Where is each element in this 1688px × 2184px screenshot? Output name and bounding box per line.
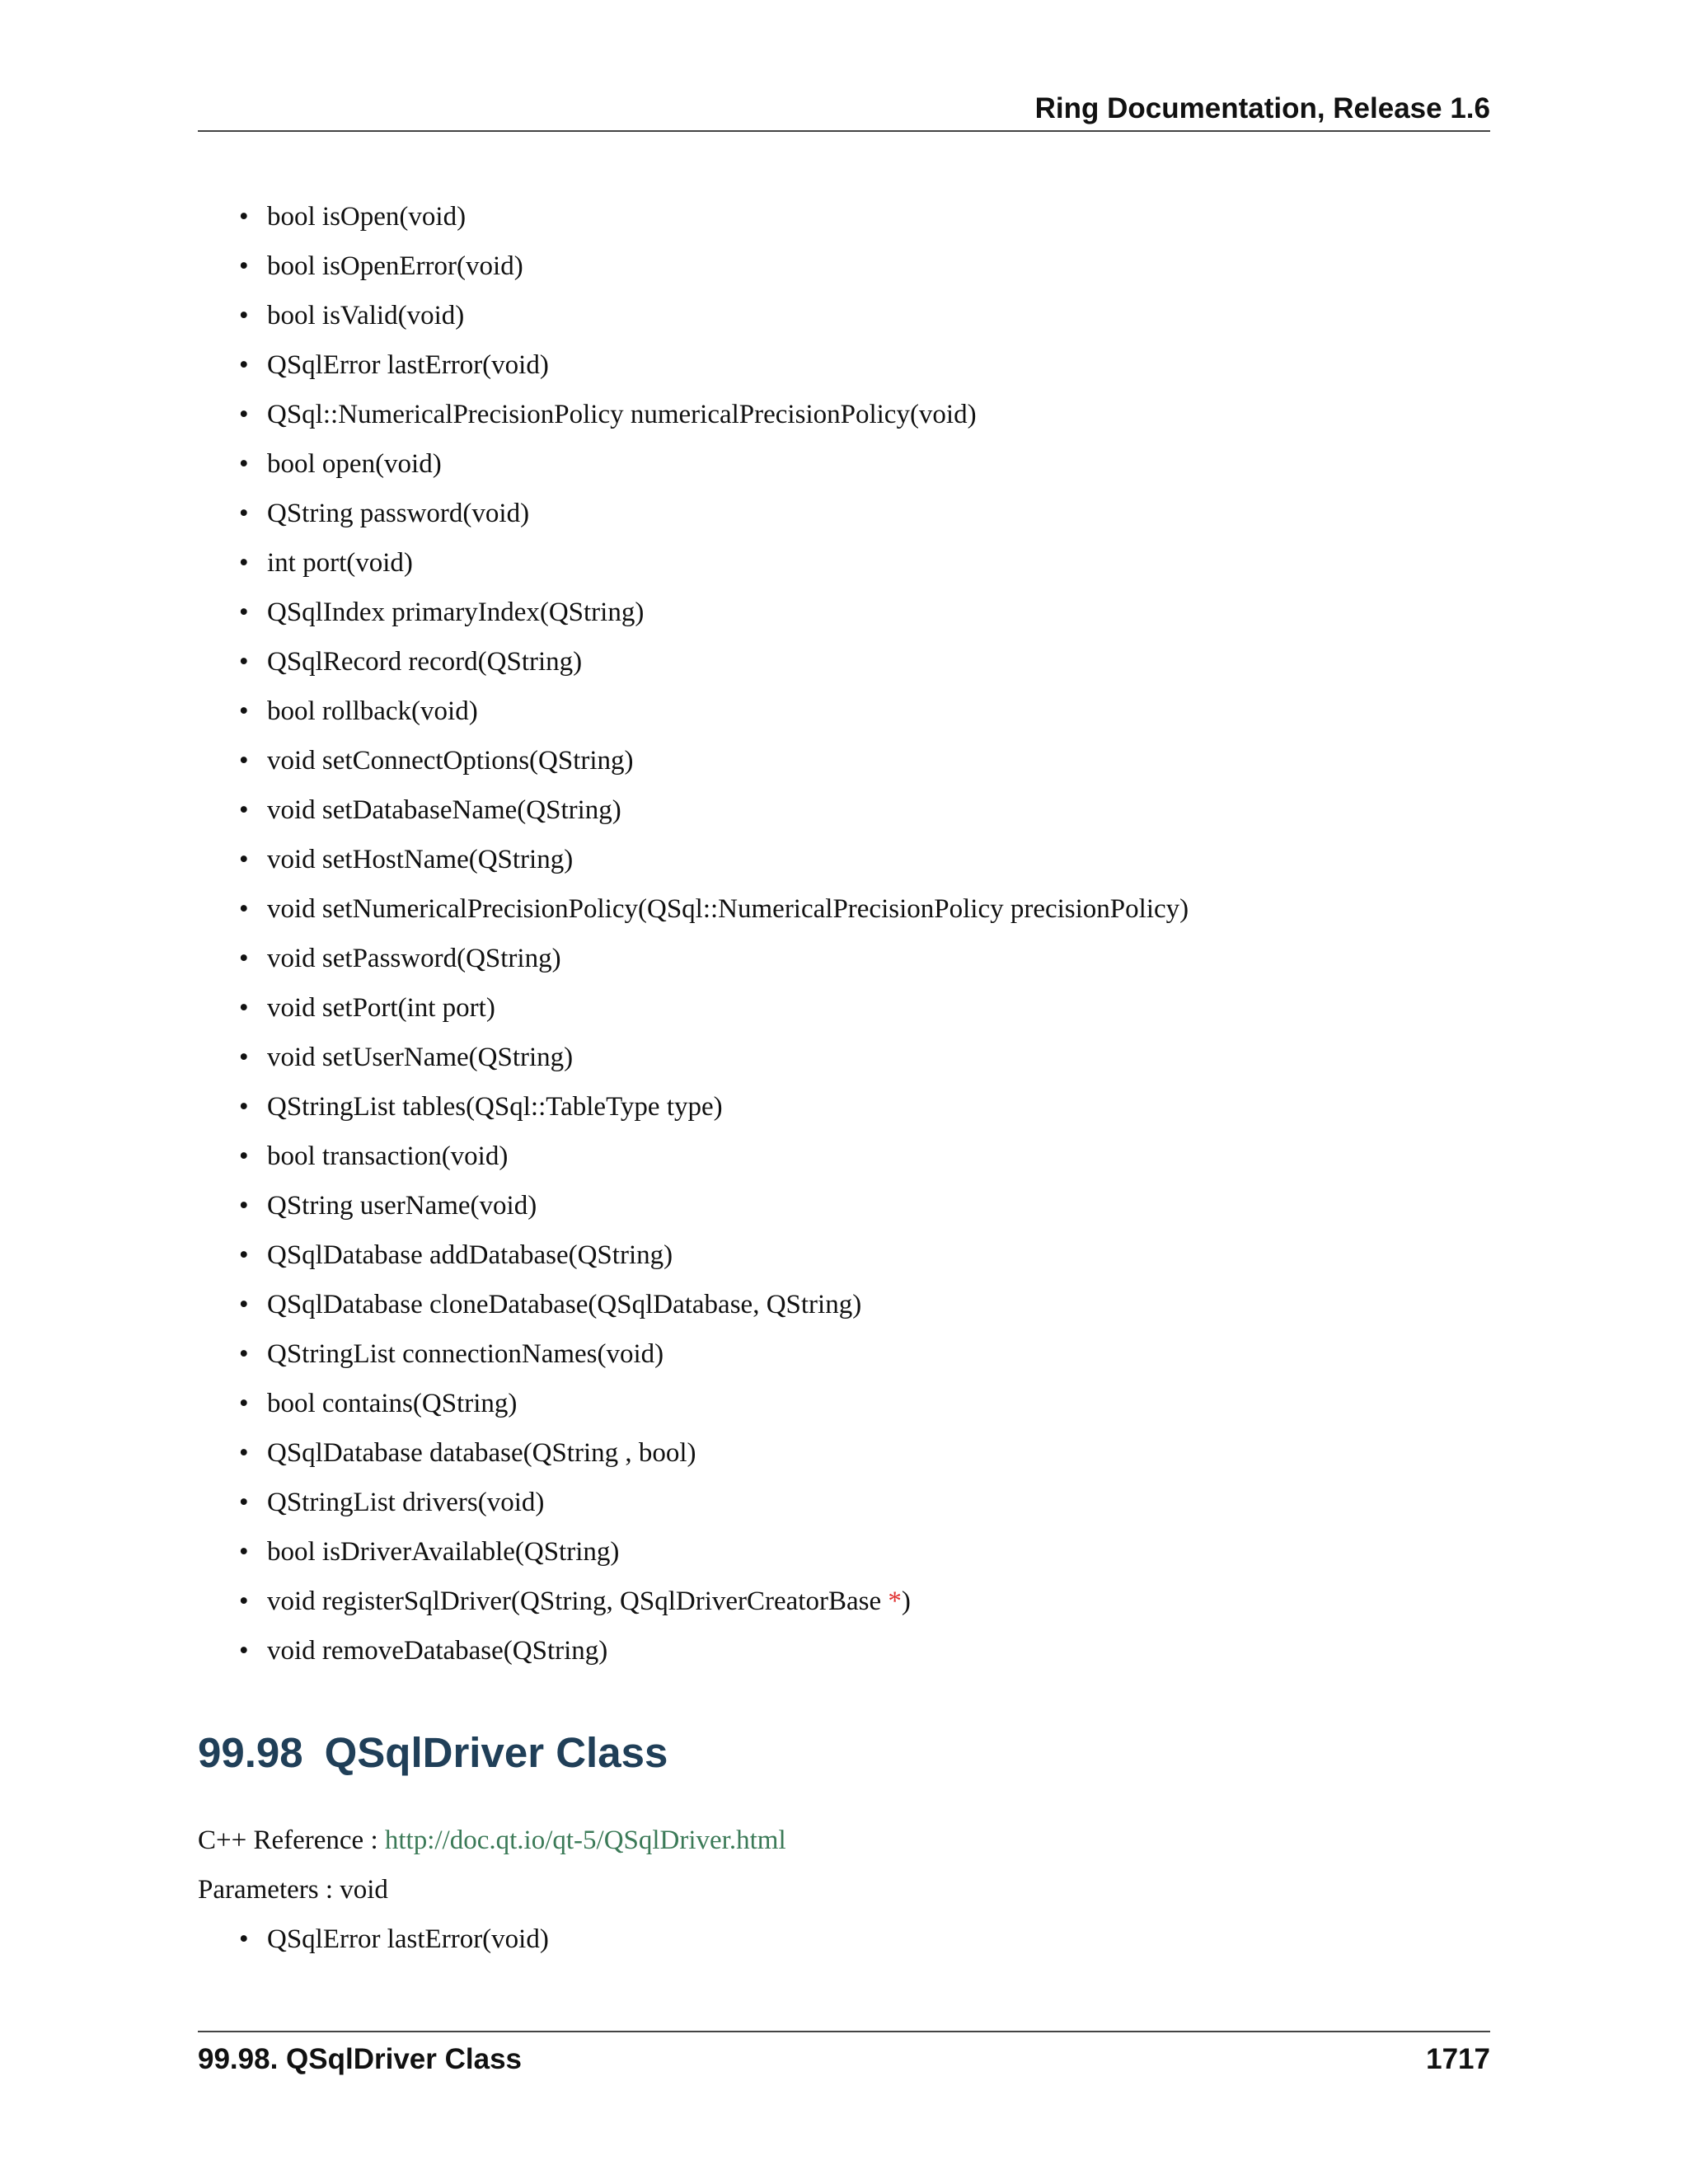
method-signature: bool contains(QString) bbox=[267, 1389, 518, 1418]
method-signature: void setUserName(QString) bbox=[267, 1043, 574, 1072]
method-item bbox=[198, 244, 1490, 293]
bullet-icon: • bbox=[239, 1092, 249, 1122]
method-signature: void setPort(int port) bbox=[267, 993, 495, 1023]
section-number: 99.98 bbox=[198, 1729, 303, 1776]
bullet-icon: • bbox=[239, 696, 249, 726]
method-signature: QSqlError lastError(void) bbox=[267, 350, 549, 380]
bullet-icon: • bbox=[239, 1636, 249, 1666]
bullet-icon: • bbox=[239, 1438, 249, 1468]
method-item bbox=[198, 442, 1490, 491]
section-title: QSqlDriver Class bbox=[324, 1729, 668, 1776]
method-item bbox=[198, 1629, 1490, 1678]
cpp-reference bbox=[198, 1818, 786, 1863]
page-number: 1717 bbox=[1426, 2043, 1490, 2075]
bullet-icon: • bbox=[239, 350, 249, 380]
method-item bbox=[198, 1579, 1490, 1629]
method-item bbox=[198, 689, 1490, 738]
bullet-icon: • bbox=[239, 647, 249, 677]
bullet-icon: • bbox=[239, 548, 249, 578]
method-item bbox=[198, 1183, 1490, 1233]
method-item bbox=[198, 837, 1490, 887]
method-item bbox=[198, 1332, 1490, 1381]
page-footer bbox=[198, 2031, 1490, 2082]
bullet-icon: • bbox=[239, 1924, 249, 1954]
bullet-icon: • bbox=[239, 1389, 249, 1418]
method-signature: void setConnectOptions(QString) bbox=[267, 746, 634, 776]
document-title: Ring Documentation, Release 1.6 bbox=[1034, 92, 1490, 124]
bullet-icon: • bbox=[239, 1339, 249, 1369]
method-signature: int port(void) bbox=[267, 548, 413, 578]
section-method-list bbox=[198, 1917, 1490, 1966]
bullet-icon: • bbox=[239, 894, 249, 924]
method-item bbox=[198, 541, 1490, 590]
page-header bbox=[198, 92, 1490, 132]
method-item bbox=[198, 1085, 1490, 1134]
bullet-icon: • bbox=[239, 1043, 249, 1072]
method-signature: bool rollback(void) bbox=[267, 696, 478, 726]
bullet-icon: • bbox=[239, 1537, 249, 1567]
method-item bbox=[198, 491, 1490, 541]
method-signature: QSql::NumericalPrecisionPolicy numericalPrecisionPolicy(void) bbox=[267, 400, 977, 429]
method-signature: bool transaction(void) bbox=[267, 1141, 509, 1171]
method-item bbox=[198, 590, 1490, 640]
section-heading bbox=[198, 1724, 668, 1782]
method-signature: QSqlRecord record(QString) bbox=[267, 647, 583, 677]
method-item bbox=[198, 936, 1490, 986]
bullet-icon: • bbox=[239, 449, 249, 479]
method-signature: QString password(void) bbox=[267, 499, 530, 528]
bullet-icon: • bbox=[239, 1191, 249, 1221]
method-signature: bool isValid(void) bbox=[267, 301, 465, 330]
method-signature: QStringList connectionNames(void) bbox=[267, 1339, 664, 1369]
bullet-icon: • bbox=[239, 598, 249, 627]
method-signature: bool isOpenError(void) bbox=[267, 251, 523, 281]
method-signature: bool open(void) bbox=[267, 449, 442, 479]
method-item bbox=[198, 1480, 1490, 1530]
method-signature: void setNumericalPrecisionPolicy(QSql::NumericalPrecisionPolicy precisionPolicy) bbox=[267, 894, 1189, 924]
method-signature: QStringList tables(QSql::TableType type) bbox=[267, 1092, 723, 1122]
bullet-icon: • bbox=[239, 202, 249, 232]
method-item bbox=[198, 640, 1490, 689]
reference-link[interactable]: http://doc.qt.io/qt-5/QSqlDriver.html bbox=[384, 1825, 786, 1855]
reference-label: C++ Reference : bbox=[198, 1825, 385, 1855]
bullet-icon: • bbox=[239, 1141, 249, 1171]
method-signature: void setDatabaseName(QString) bbox=[267, 795, 621, 825]
method-item bbox=[198, 1431, 1490, 1480]
method-signature: QSqlDatabase cloneDatabase(QSqlDatabase, QString) bbox=[267, 1290, 862, 1319]
method-item bbox=[198, 1035, 1490, 1085]
bullet-icon: • bbox=[239, 1240, 249, 1270]
bullet-icon: • bbox=[239, 251, 249, 281]
bullet-icon: • bbox=[239, 301, 249, 330]
method-signature: QSqlError lastError(void) bbox=[267, 1924, 549, 1954]
method-item bbox=[198, 738, 1490, 788]
method-item bbox=[198, 1134, 1490, 1183]
method-signature: QSqlDatabase database(QString , bool) bbox=[267, 1438, 696, 1468]
method-list bbox=[198, 194, 1490, 1678]
method-signature-end: ) bbox=[901, 1586, 911, 1616]
bullet-icon: • bbox=[239, 1488, 249, 1517]
method-item bbox=[198, 1282, 1490, 1332]
method-item bbox=[198, 1917, 1490, 1966]
method-item bbox=[198, 1530, 1490, 1579]
method-item bbox=[198, 392, 1490, 442]
method-signature: QSqlIndex primaryIndex(QString) bbox=[267, 598, 645, 627]
bullet-icon: • bbox=[239, 845, 249, 874]
method-item bbox=[198, 887, 1490, 936]
method-item bbox=[198, 293, 1490, 343]
method-signature: void setPassword(QString) bbox=[267, 944, 561, 973]
footer-section: 99.98. QSqlDriver Class bbox=[198, 2043, 522, 2075]
method-item bbox=[198, 788, 1490, 837]
bullet-icon: • bbox=[239, 993, 249, 1023]
method-item bbox=[198, 343, 1490, 392]
method-signature: void registerSqlDriver(QString, QSqlDriverCreatorBase bbox=[267, 1586, 889, 1616]
method-signature: QStringList drivers(void) bbox=[267, 1488, 545, 1517]
pointer-asterisk: * bbox=[888, 1586, 902, 1616]
bullet-icon: • bbox=[239, 795, 249, 825]
method-signature: QString userName(void) bbox=[267, 1191, 537, 1221]
method-signature: void removeDatabase(QString) bbox=[267, 1636, 608, 1666]
method-item bbox=[198, 194, 1490, 244]
method-signature: void setHostName(QString) bbox=[267, 845, 574, 874]
method-item bbox=[198, 1233, 1490, 1282]
method-item bbox=[198, 1381, 1490, 1431]
method-item bbox=[198, 986, 1490, 1035]
bullet-icon: • bbox=[239, 944, 249, 973]
bullet-icon: • bbox=[239, 499, 249, 528]
method-signature: bool isDriverAvailable(QString) bbox=[267, 1537, 620, 1567]
bullet-icon: • bbox=[239, 1586, 249, 1616]
method-signature: bool isOpen(void) bbox=[267, 202, 467, 232]
parameters-text: Parameters : void bbox=[198, 1875, 388, 1905]
method-signature: QSqlDatabase addDatabase(QString) bbox=[267, 1240, 673, 1270]
bullet-icon: • bbox=[239, 400, 249, 429]
bullet-icon: • bbox=[239, 746, 249, 776]
bullet-icon: • bbox=[239, 1290, 249, 1319]
